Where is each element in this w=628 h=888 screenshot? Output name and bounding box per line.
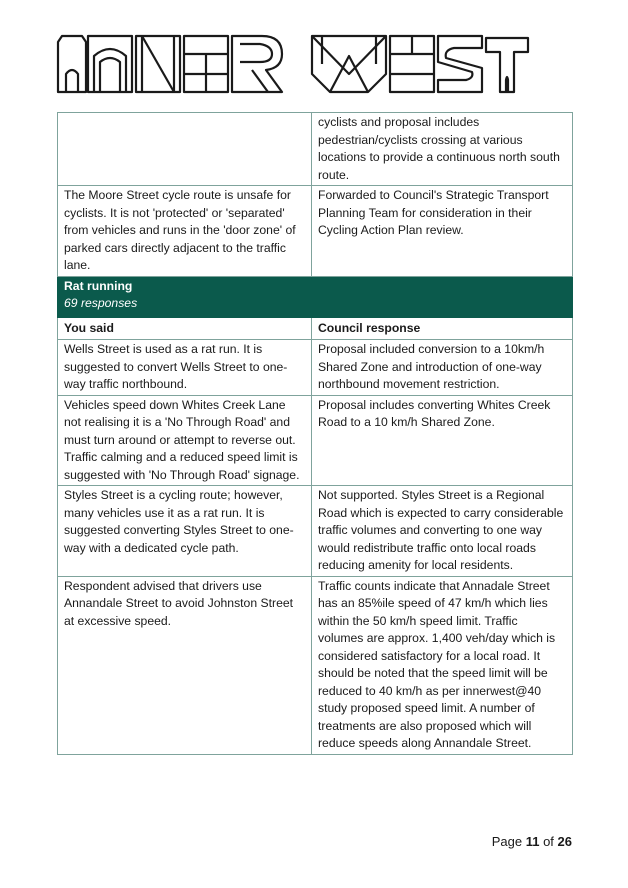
section-header-row bbox=[58, 276, 573, 317]
table-row bbox=[58, 395, 573, 486]
you-said-cell: Vehicles speed down Whites Creek Lane not realising it is a 'No Through Road' and must turn around or attempt to reverse out. Traffic calming and a reduced speed limit is suggested with 'No Through Road' signage. bbox=[58, 395, 312, 486]
feedback-table bbox=[57, 112, 573, 755]
inner-west-logo bbox=[56, 34, 530, 96]
you-said-cell: Respondent advised that drivers use Annandale Street to avoid Johnston Street at excessive speed. bbox=[58, 576, 312, 754]
section-header-cell bbox=[58, 276, 573, 317]
council-response-cell: Proposal included conversion to a 10km/h Shared Zone and introduction of one-way northbound movement restriction. bbox=[312, 340, 573, 396]
section-response-count: 69 responses bbox=[64, 296, 138, 310]
section-title: Rat running bbox=[64, 278, 133, 293]
council-response-cell: cyclists and proposal includes pedestrian/cyclists crossing at various locations to provide a continuous north south route. bbox=[312, 113, 573, 186]
logo-graphic bbox=[56, 34, 530, 96]
column-header-you-said: You said bbox=[58, 317, 312, 340]
table-row bbox=[58, 486, 573, 577]
council-response-cell: Forwarded to Council's Strategic Transport Planning Team for consideration in their Cycling Action Plan review. bbox=[312, 186, 573, 277]
of-label: of bbox=[543, 834, 554, 849]
column-header-row bbox=[58, 317, 573, 340]
table-row bbox=[58, 340, 573, 396]
you-said-cell bbox=[58, 113, 312, 186]
table-row bbox=[58, 186, 573, 277]
table-row bbox=[58, 113, 573, 186]
page-footer bbox=[492, 834, 572, 849]
council-response-cell: Traffic counts indicate that Annadale Street has an 85%ile speed of 47 km/h which lies within the 50 km/h speed limit. Traffic volumes are approx. 1,400 veh/day which is considered satisfactory for a local road. It should be noted that the speed limit will be reduced to 40 km/h as per innerwest@40 study proposed speed limit. A number of treatments are also proposed which will reduce speeds along Annandale Street. bbox=[312, 576, 573, 754]
table-row bbox=[58, 576, 573, 754]
you-said-cell: The Moore Street cycle route is unsafe for cyclists. It is not 'protected' or 'separated' from vehicles and runs in the 'door zone' of parked cars directly adjacent to the traffic lane. bbox=[58, 186, 312, 277]
page-label: Page bbox=[491, 834, 523, 849]
column-header-council-response: Council response bbox=[312, 317, 573, 340]
you-said-cell: Styles Street is a cycling route; however, many vehicles use it as a rat run. It is suggested converting Styles Street to one-way with a dedicated cycle path. bbox=[58, 486, 312, 577]
page-total: 26 bbox=[557, 834, 572, 849]
you-said-cell: Wells Street is used as a rat run. It is suggested to convert Wells Street to one-way traffic northbound. bbox=[58, 340, 312, 396]
council-response-cell: Proposal includes converting Whites Creek Road to a 10 km/h Shared Zone. bbox=[312, 395, 573, 486]
council-response-cell: Not supported. Styles Street is a Regional Road which is expected to carry considerable traffic volumes and converting to one way would redistribute traffic onto local roads reducing amenity for local residents. bbox=[312, 486, 573, 577]
page-number: 11 bbox=[525, 834, 540, 849]
